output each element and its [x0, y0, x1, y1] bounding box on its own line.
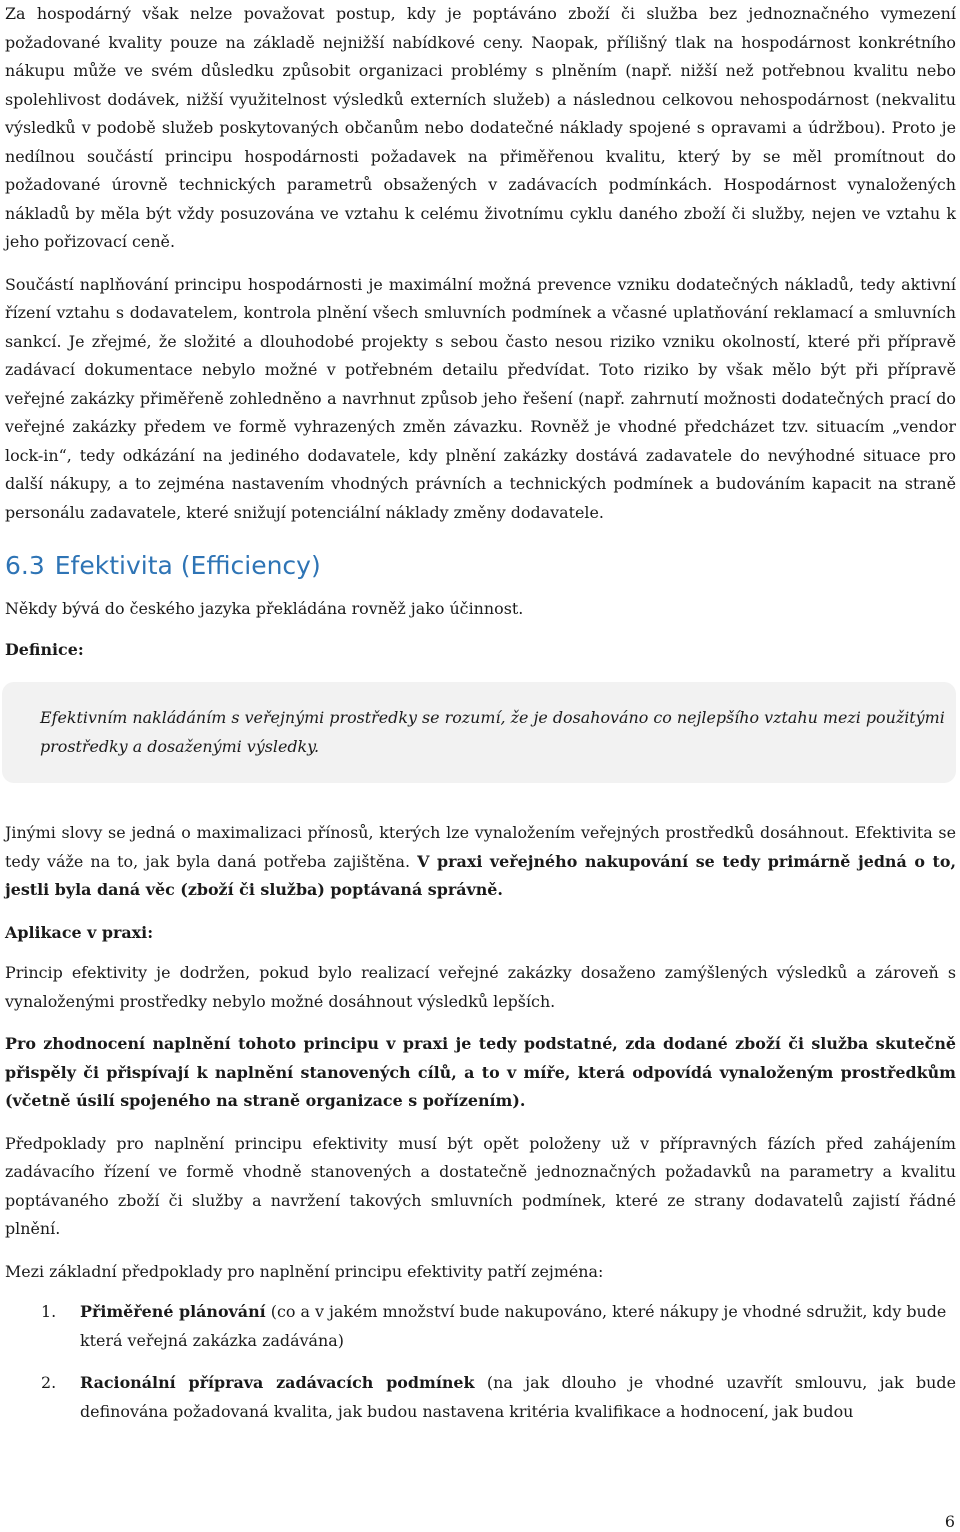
section-title: Efektivita (Efficiency) [54, 551, 321, 580]
paragraph-jinymi-slovy [5, 819, 956, 905]
list-item-number: 2. [41, 1373, 57, 1392]
list-item-detail: (na jak dlouho je vhodné uzavřít smlouvu, jak bude definována požadovaná kvalita, jak budou nastavena kritéria kvalifikace a hodnocení, jak budou [80, 1373, 956, 1421]
paragraph-zhodnoceni: Pro zhodnocení naplnění tohoto principu v praxi je tedy podstatné, zda dodané zboží či služba skutečně přispěly či přispívají k naplnění stanovených cílů, a to v míře, která odpovídá vynaloženým prostředkům (včetně úsilí spojeného na straně organizace s pořízením). [5, 1034, 956, 1110]
list-item-bold: Přiměřené plánování [80, 1302, 266, 1321]
list-item-bold: Racionální příprava zadávacích podmínek [80, 1373, 475, 1392]
list-item-text [80, 1298, 956, 1355]
paragraph-jinymi-normal: Jinými slovy se jedná o maximalizaci přínosů, kterých lze vynaložením veřejných prostředků dosáhnout. Efektivita se tedy váže na to, jak byla daná potřeba zajištěna. [5, 823, 956, 871]
list-item [5, 1298, 956, 1355]
application-label: Aplikace v praxi: [5, 922, 154, 942]
definition-label: Definice: [5, 639, 84, 659]
document-page [5, 0, 956, 1426]
paragraph-predpoklady: Předpoklady pro naplnění principu efektivity musí být opět položeny už v přípravných fázích před zahájením zadávacího řízení ve formě vhodně stanovených a dostatečně jednoznačných požadavků na parametry a kvalitu poptávaného zboží či služby a navržení takových smluvních podmínek, které ze strany dodavatelů zajistí řádné plnění. [5, 1133, 956, 1238]
page-number: 6 [944, 1512, 955, 1531]
list-item-text [80, 1369, 956, 1426]
list-item-number: 1. [41, 1302, 57, 1321]
prerequisites-list [5, 1298, 956, 1426]
paragraph-jinymi-bold: V praxi veřejného nakupování se tedy primárně jedná o to, jestli byla daná věc (zboží či služba) poptávaná správně. [5, 851, 956, 899]
definition-box [2, 682, 956, 783]
list-item-detail: (co a v jakém množství bude nakupováno, které nákupy je vhodné sdružit, kdy bude která veřejná zakázka zadávána) [80, 1302, 947, 1350]
list-intro: Mezi základní předpoklady pro naplnění principu efektivity patří zejména: [5, 1261, 604, 1281]
list-item [5, 1369, 956, 1426]
section-number: 6.3 [5, 551, 45, 580]
definition-text: Efektivním nakládáním s veřejnými prostředky se rozumí, že je dosahováno co nejlepšího vztahu mezi použitými prostředky a dosaženými výsledky. [40, 708, 945, 756]
paragraph-intro: Někdy bývá do českého jazyka překládána rovněž jako účinnost. [5, 599, 524, 618]
paragraph-hospodarnost-kvalita: Za hospodárný však nelze považovat postup, kdy je poptáváno zboží či služba bez jednoznačného vymezení požadované kvality pouze na základě nejnižší nabídkové ceny. Naopak, přílišný tlak na hospodárnost konkrétního nákupu může ve svém důsledku způsobit organizaci problémy s plněním (např. nižší než potřebnou kvalitu nebo spolehlivost dodávek, nižší využitelnost výsledků externích služeb) a následnou celkovou nehospodárnost (nekvalitu výsledků v podobě služeb poskytovaných občanům nebo dodatečné náklady spojené s opravami a údržbou). Proto je nedílnou součástí principu hospodárnosti požadavek na přiměřenou kvalitu, který by se měl promítnout do požadované úrovně technických parametrů obsažených v zadávacích podmínkách. Hospodárnost vynaložených nákladů by měla být vždy posuzována ve vztahu k celému životnímu cyklu daného zboží či služby, nejen ve vztahu k jeho pořizovací ceně. [5, 4, 956, 251]
paragraph-hospodarnost-prevence: Součástí naplňování principu hospodárnosti je maximální možná prevence vzniku dodatečných nákladů, tedy aktivní řízení vztahu s dodavatelem, kontrola plnění všech smluvních podmínek a včasné uplatňování reklamací a smluvních sankcí. Je zřejmé, že složité a dlouhodobé projekty s sebou často nesou riziko vzniku okolností, které při přípravě zadávací dokumentace nebylo možné v potřebném detailu předvídat. Toto riziko by však mělo být při přípravě veřejné zakázky přiměřeně zohledněno a navrhnut způsob jeho řešení (např. zahrnutí možnosti dodatečných prací do veřejné zakázky předem ve formě vyhrazených změn závazku. Rovněž je vhodné předcházet tzv. situacím „vendor lock-in“, tedy odkázání na jediného dodavatele, kdy plnění zakázky dostává zadavatele do nevýhodné situace pro další nákupy, a to zejména nastavením vhodných právních a technických podmínek a budováním kapacit na straně personálu zadavatele, které snižují potenciální náklady změny dodavatele. [5, 274, 956, 522]
section-heading [5, 549, 956, 583]
paragraph-princip: Princip efektivity je dodržen, pokud bylo realizací veřejné zakázky dosaženo zamýšlených výsledků a zároveň s vynaloženými prostředky nebylo možné dosáhnout výsledků lepších. [5, 963, 956, 1011]
